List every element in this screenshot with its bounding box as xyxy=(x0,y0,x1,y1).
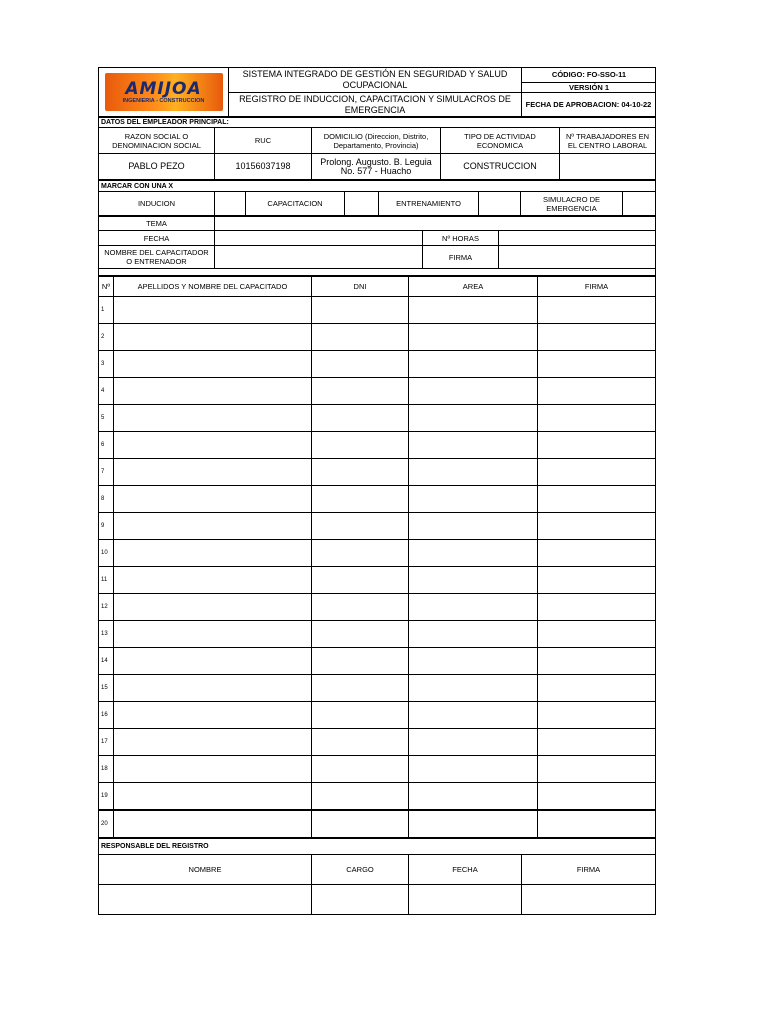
row-firma-field[interactable] xyxy=(538,486,656,513)
row-nombre-field[interactable] xyxy=(114,513,312,540)
row-area-field[interactable] xyxy=(409,675,538,702)
col-area: AREA xyxy=(409,277,538,297)
table-row xyxy=(99,756,656,783)
responsible-section-title: RESPONSABLE DEL REGISTRO xyxy=(99,839,656,855)
row-dni-field[interactable] xyxy=(312,621,409,648)
row-number: 11 xyxy=(99,567,114,594)
table-row xyxy=(99,729,656,756)
table-row xyxy=(99,297,656,324)
row-area-field[interactable] xyxy=(409,702,538,729)
row-number: 9 xyxy=(99,513,114,540)
row-area-field[interactable] xyxy=(409,621,538,648)
col-numero: Nº xyxy=(99,277,114,297)
row-area-field[interactable] xyxy=(409,405,538,432)
row-area-field[interactable] xyxy=(409,486,538,513)
row-nombre-field[interactable] xyxy=(114,756,312,783)
row-area-field[interactable] xyxy=(409,378,538,405)
header-ruc: RUC xyxy=(215,128,312,154)
approval-date: FECHA DE APROBACION: 04-10-22 xyxy=(522,93,656,117)
header-actividad: TIPO DE ACTIVIDAD ECONOMICA xyxy=(441,128,560,154)
form-version: VERSIÓN 1 xyxy=(568,82,609,92)
row-nombre-field[interactable] xyxy=(114,378,312,405)
row-number: 14 xyxy=(99,648,114,675)
attendees-table xyxy=(98,276,656,838)
row-firma-field[interactable] xyxy=(538,594,656,621)
row-firma-field[interactable] xyxy=(538,459,656,486)
resp-fecha-field[interactable] xyxy=(409,885,522,915)
row-firma-field[interactable] xyxy=(538,702,656,729)
system-title: SISTEMA INTEGRADO DE GESTIÓN EN SEGURIDAD Y SALUD OCUPACIONAL xyxy=(229,68,522,93)
row-area-field[interactable] xyxy=(409,567,538,594)
row-number: 10 xyxy=(99,540,114,567)
row-number: 4 xyxy=(99,378,114,405)
option-induccion-checkbox[interactable] xyxy=(215,192,246,216)
resp-col-fecha: FECHA xyxy=(409,855,522,885)
training-details xyxy=(98,216,656,276)
col-nombre: APELLIDOS Y NOMBRE DEL CAPACITADO xyxy=(114,277,312,297)
row-firma-field[interactable] xyxy=(538,621,656,648)
option-induccion-label: INDUCION xyxy=(99,192,215,216)
table-row xyxy=(99,783,656,811)
row-firma-field[interactable] xyxy=(538,729,656,756)
row-number: 17 xyxy=(99,729,114,756)
row-firma-field[interactable] xyxy=(538,351,656,378)
table-row xyxy=(99,702,656,729)
row-nombre-field[interactable] xyxy=(114,432,312,459)
table-row xyxy=(99,675,656,702)
firma-label: FIRMA xyxy=(423,246,499,269)
table-row xyxy=(99,648,656,675)
row-dni-field[interactable] xyxy=(312,405,409,432)
header-domicilio: DOMICILIO (Direccion, Distrito, Departamento, Provincia) xyxy=(312,128,441,154)
table-row xyxy=(99,405,656,432)
row-dni-field[interactable] xyxy=(312,297,409,324)
table-row xyxy=(99,486,656,513)
tema-label: TEMA xyxy=(99,217,215,231)
value-ruc[interactable]: 10156037198 xyxy=(215,154,312,180)
horas-field[interactable] xyxy=(499,231,656,246)
row-number: 6 xyxy=(99,432,114,459)
capacitador-label: NOMBRE DEL CAPACITADOR O ENTRENADOR xyxy=(99,246,215,269)
row-nombre-field[interactable] xyxy=(114,594,312,621)
value-domicilio[interactable]: Prolong. Augusto. B. Leguia No. 577 - Huacho xyxy=(312,154,441,180)
row-number: 19 xyxy=(99,783,114,811)
row-dni-field[interactable] xyxy=(312,351,409,378)
row-number: 8 xyxy=(99,486,114,513)
resp-cargo-field[interactable] xyxy=(312,885,409,915)
row-area-field[interactable] xyxy=(409,432,538,459)
fecha-field[interactable] xyxy=(215,231,423,246)
registration-form xyxy=(98,67,655,915)
option-entrenamiento-checkbox[interactable] xyxy=(479,192,521,216)
option-capacitacion-checkbox[interactable] xyxy=(345,192,379,216)
row-nombre-field[interactable] xyxy=(114,702,312,729)
row-nombre-field[interactable] xyxy=(114,405,312,432)
option-simulacro-checkbox[interactable] xyxy=(623,192,656,216)
row-nombre-field[interactable] xyxy=(114,351,312,378)
row-firma-field[interactable] xyxy=(538,297,656,324)
resp-nombre-field[interactable] xyxy=(99,885,312,915)
row-nombre-field[interactable] xyxy=(114,783,312,811)
table-row xyxy=(99,432,656,459)
row-area-field[interactable] xyxy=(409,459,538,486)
row-firma-field[interactable] xyxy=(538,405,656,432)
row-dni-field[interactable] xyxy=(312,324,409,351)
row-firma-field[interactable] xyxy=(538,783,656,811)
row-nombre-field[interactable] xyxy=(114,324,312,351)
row-firma-field[interactable] xyxy=(538,324,656,351)
row-firma-field[interactable] xyxy=(538,432,656,459)
row-firma-field[interactable] xyxy=(538,378,656,405)
row-dni-field[interactable] xyxy=(312,459,409,486)
row-dni-field[interactable] xyxy=(312,567,409,594)
row-nombre-field[interactable] xyxy=(114,567,312,594)
form-code: CÓDIGO: FO-SSO-11 xyxy=(522,68,656,82)
row-dni-field[interactable] xyxy=(312,648,409,675)
table-row xyxy=(99,810,656,838)
table-row xyxy=(99,324,656,351)
capacitador-field[interactable] xyxy=(215,246,423,269)
row-area-field[interactable] xyxy=(409,297,538,324)
row-number: 20 xyxy=(99,810,114,838)
capacitador-firma-field[interactable] xyxy=(499,246,656,269)
row-dni-field[interactable] xyxy=(312,486,409,513)
logo-tagline: INGENIERIA - CONSTRUCCION xyxy=(122,97,205,104)
form-code-table-cell xyxy=(522,68,656,93)
row-number: 5 xyxy=(99,405,114,432)
row-number: 3 xyxy=(99,351,114,378)
header-trabajadores: Nº TRABAJADORES EN EL CENTRO LABORAL xyxy=(560,128,656,154)
row-nombre-field[interactable] xyxy=(114,810,312,838)
value-actividad[interactable]: CONSTRUCCION xyxy=(441,154,560,180)
row-dni-field[interactable] xyxy=(312,810,409,838)
col-dni: DNI xyxy=(312,277,409,297)
table-row xyxy=(99,594,656,621)
logo-cell xyxy=(99,68,229,117)
row-nombre-field[interactable] xyxy=(114,486,312,513)
employer-section-title: DATOS DEL EMPLEADOR PRINCIPAL: xyxy=(99,118,656,128)
row-area-field[interactable] xyxy=(409,513,538,540)
row-number: 12 xyxy=(99,594,114,621)
table-row xyxy=(99,378,656,405)
table-row xyxy=(99,567,656,594)
option-entrenamiento-label: ENTRENAMIENTO xyxy=(379,192,479,216)
table-row xyxy=(99,459,656,486)
resp-col-nombre: NOMBRE xyxy=(99,855,312,885)
responsible-section xyxy=(98,838,656,915)
row-number: 15 xyxy=(99,675,114,702)
resp-firma-field[interactable] xyxy=(522,885,656,915)
row-number: 18 xyxy=(99,756,114,783)
form-header xyxy=(98,67,656,117)
row-nombre-field[interactable] xyxy=(114,675,312,702)
row-firma-field[interactable] xyxy=(538,567,656,594)
row-firma-field[interactable] xyxy=(538,675,656,702)
row-dni-field[interactable] xyxy=(312,675,409,702)
row-area-field[interactable] xyxy=(409,810,538,838)
row-firma-field[interactable] xyxy=(538,540,656,567)
row-number: 7 xyxy=(99,459,114,486)
row-nombre-field[interactable] xyxy=(114,729,312,756)
row-number: 13 xyxy=(99,621,114,648)
row-firma-field[interactable] xyxy=(538,648,656,675)
row-dni-field[interactable] xyxy=(312,432,409,459)
option-capacitacion-label: CAPACITACION xyxy=(246,192,345,216)
row-dni-field[interactable] xyxy=(312,378,409,405)
row-area-field[interactable] xyxy=(409,729,538,756)
fecha-label: FECHA xyxy=(99,231,215,246)
row-nombre-field[interactable] xyxy=(114,621,312,648)
value-trabajadores[interactable] xyxy=(560,154,656,180)
table-row xyxy=(99,540,656,567)
resp-col-cargo: CARGO xyxy=(312,855,409,885)
table-row xyxy=(99,513,656,540)
row-number: 2 xyxy=(99,324,114,351)
spacer-row xyxy=(99,269,656,276)
mark-section-title: MARCAR CON UNA X xyxy=(99,181,656,192)
employer-section xyxy=(98,117,656,180)
col-firma: FIRMA xyxy=(538,277,656,297)
value-razon-social[interactable]: PABLO PEZO xyxy=(99,154,215,180)
row-nombre-field[interactable] xyxy=(114,648,312,675)
header-razon-social: RAZON SOCIAL O DENOMINACION SOCIAL xyxy=(99,128,215,154)
row-dni-field[interactable] xyxy=(312,729,409,756)
row-area-field[interactable] xyxy=(409,783,538,811)
company-logo xyxy=(105,73,223,111)
row-dni-field[interactable] xyxy=(312,513,409,540)
mark-section xyxy=(98,180,656,216)
row-area-field[interactable] xyxy=(409,756,538,783)
row-area-field[interactable] xyxy=(409,540,538,567)
attendee-rows xyxy=(99,297,656,838)
option-simulacro-label: SIMULACRO DE EMERGENCIA xyxy=(521,192,623,216)
row-area-field[interactable] xyxy=(409,324,538,351)
row-nombre-field[interactable] xyxy=(114,297,312,324)
row-firma-field[interactable] xyxy=(538,810,656,838)
form-title: REGISTRO DE INDUCCION, CAPACITACION Y SIMULACROS DE EMERGENCIA xyxy=(229,93,522,117)
resp-col-firma: FIRMA xyxy=(522,855,656,885)
row-nombre-field[interactable] xyxy=(114,540,312,567)
row-firma-field[interactable] xyxy=(538,756,656,783)
row-firma-field[interactable] xyxy=(538,513,656,540)
horas-label: Nº HORAS xyxy=(423,231,499,246)
row-nombre-field[interactable] xyxy=(114,459,312,486)
table-row xyxy=(99,351,656,378)
tema-field[interactable] xyxy=(215,217,656,231)
row-dni-field[interactable] xyxy=(312,540,409,567)
row-area-field[interactable] xyxy=(409,351,538,378)
logo-name: AMIJOA xyxy=(125,78,202,99)
row-dni-field[interactable] xyxy=(312,702,409,729)
row-number: 16 xyxy=(99,702,114,729)
row-dni-field[interactable] xyxy=(312,594,409,621)
row-dni-field[interactable] xyxy=(312,783,409,811)
row-number: 1 xyxy=(99,297,114,324)
row-dni-field[interactable] xyxy=(312,756,409,783)
row-area-field[interactable] xyxy=(409,648,538,675)
table-row xyxy=(99,621,656,648)
row-area-field[interactable] xyxy=(409,594,538,621)
